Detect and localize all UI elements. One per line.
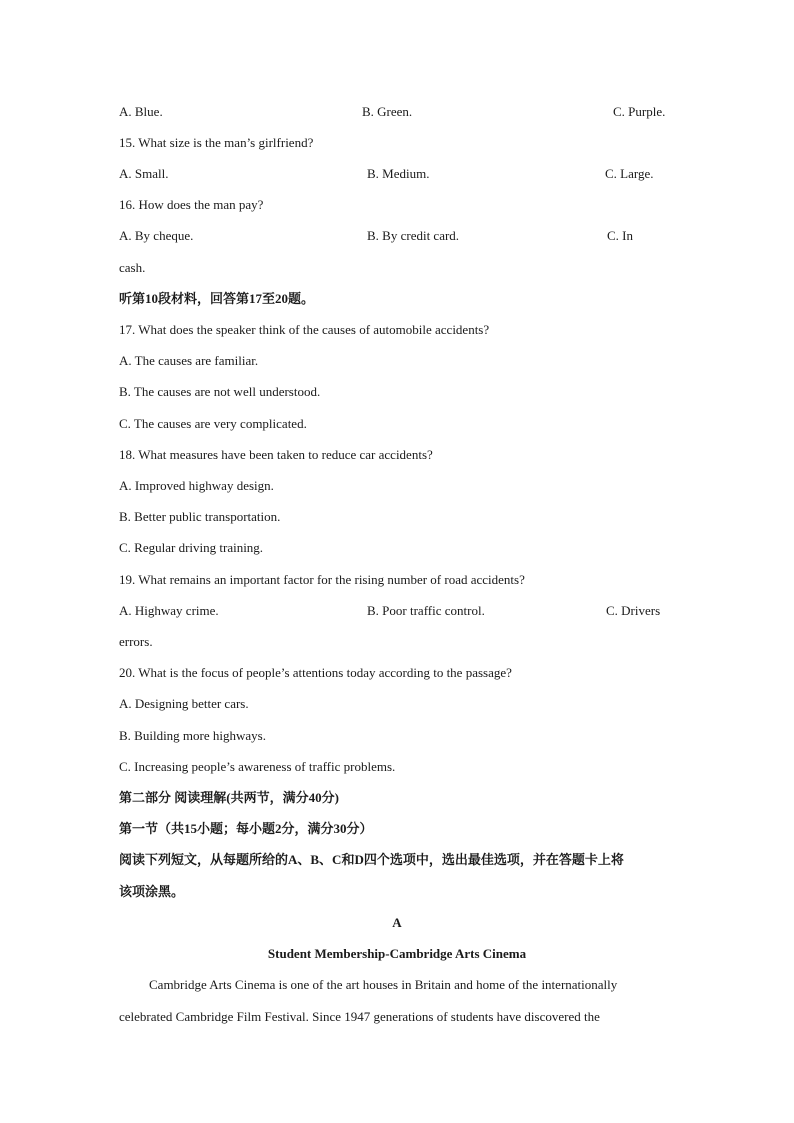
q18-option-a: A. Improved highway design. [119,478,274,493]
q18-option-b: B. Better public transportation. [119,509,281,524]
q15-option-b: B. Medium. [367,166,430,181]
instructions-line-2: 该项涂黑。 [119,884,185,899]
q19-option-c-continuation: errors. [119,634,153,649]
section1-heading: 第一节（共15小题；每小题2分，满分30分） [119,821,373,836]
q19-option-b: B. Poor traffic control. [367,603,485,618]
q15-option-c: C. Large. [605,166,654,181]
q14-option-a: A. Blue. [119,104,163,119]
part2-heading: 第二部分 阅读理解(共两节，满分40分) [119,790,339,805]
passage-line-2: celebrated Cambridge Film Festival. Since 1947 generations of students have discovered the [119,1009,600,1024]
q14-option-c: C. Purple. [613,104,666,119]
q15-question: 15. What size is the man’s girlfriend? [119,135,314,150]
instructions-line-1: 阅读下列短文，从每题所给的A、B、C和D四个选项中，选出最佳选项，并在答题卡上将 [119,852,624,867]
passage-line-1: Cambridge Arts Cinema is one of the art houses in Britain and home of the internationally [149,977,618,992]
q20-option-b: B. Building more highways. [119,728,266,743]
q16-option-a: A. By cheque. [119,228,194,243]
q17-option-c: C. The causes are very complicated. [119,416,307,431]
q19-option-c: C. Drivers [606,603,661,618]
q19-option-a: A. Highway crime. [119,603,219,618]
q18-question: 18. What measures have been taken to reduce car accidents? [119,447,433,462]
q20-question: 20. What is the focus of people’s attentions today according to the passage? [119,665,512,680]
q20-option-a: A. Designing better cars. [119,696,249,711]
q16-option-b: B. By credit card. [367,228,460,243]
q20-option-c: C. Increasing people’s awareness of traffic problems. [119,759,396,774]
q16-option-c-continuation: cash. [119,260,146,275]
section10-heading: 听第10段材料，回答第17至20题。 [119,291,315,306]
q15-option-a: A. Small. [119,166,169,181]
q17-option-b: B. The causes are not well understood. [119,384,321,399]
q16-question: 16. How does the man pay? [119,197,264,212]
q19-question: 19. What remains an important factor for the rising number of road accidents? [119,572,525,587]
q16-option-c: C. In [607,228,633,243]
q17-question: 17. What does the speaker think of the causes of automobile accidents? [119,322,490,337]
q17-option-a: A. The causes are familiar. [119,353,259,368]
passage-letter: A [392,915,402,930]
passage-title: Student Membership-Cambridge Arts Cinema [267,946,527,961]
q14-option-b: B. Green. [362,104,413,119]
q18-option-c: C. Regular driving training. [119,540,264,555]
